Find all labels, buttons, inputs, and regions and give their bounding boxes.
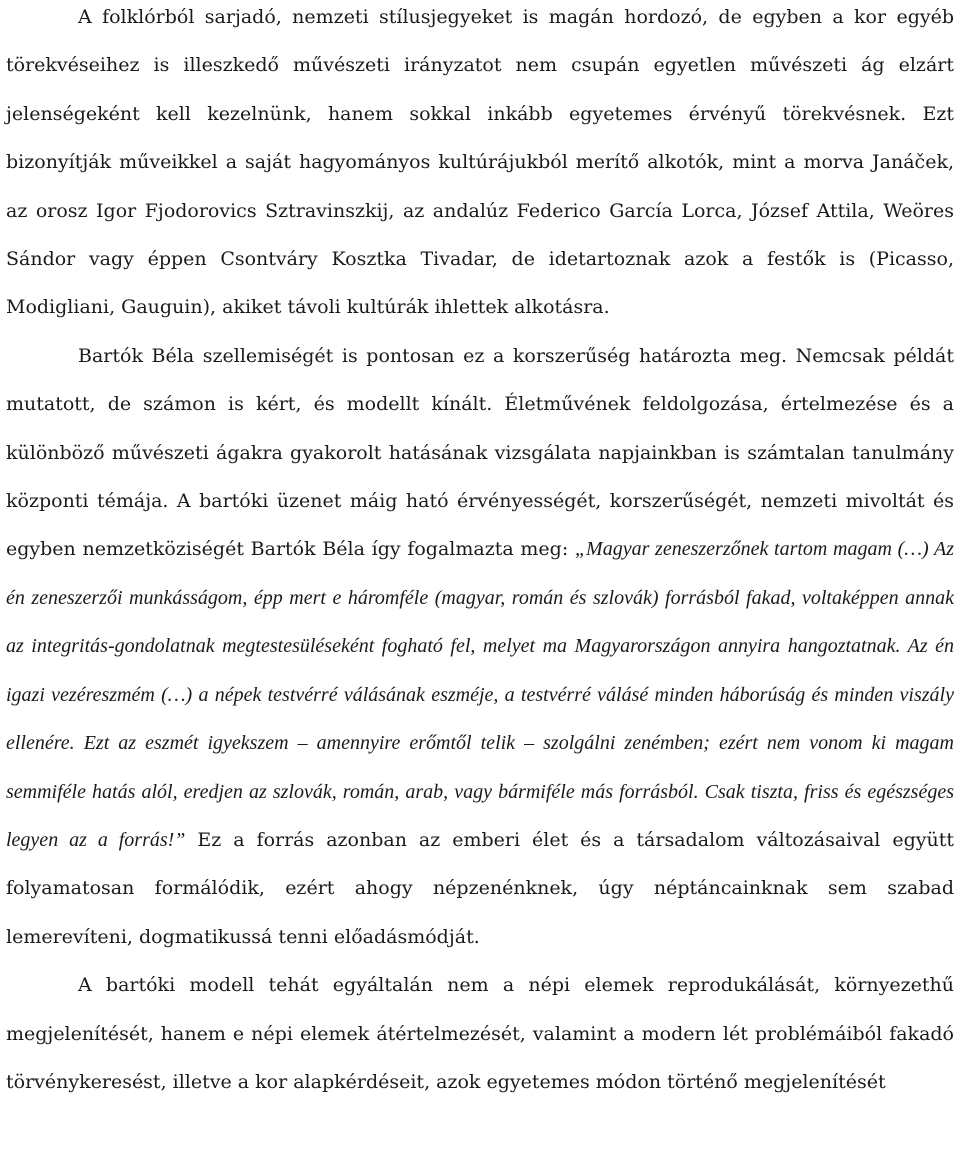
paragraph-bartok-spirit xyxy=(6,332,954,961)
bartok-quote: „Magyar zeneszerzőnek tartom magam (…) Az én zeneszerzői munkásságom, épp mert e háromféle (magyar, román és szlovák) forrásból fakad, voltaképpen annak az integritás-gondolatnak megtestesüléseként fogható fel, melyet ma Magyarországon annyira hangoztatnak. Az én igazi vezéreszmém (…) a népek testvérré válásának eszméje, a testvérré válásé minden háborúság és minden viszály ellenére. Ezt az eszmét igyekszem – amennyire erőmtől telik – szolgálni zenémben; ezért nem vonom ki magam semmiféle hatás alól, eredjen az szlovák, román, arab, vagy bármiféle más forrásból. Csak tiszta, friss és egészséges legyen az a forrás!” xyxy=(6,538,954,851)
paragraph-bartok-after-quote-text: Ez a forrás azonban az emberi élet és a társadalom változásaival együtt folyamatosan formálódik, ezért ahogy népzenénknek, úgy néptáncainknak sem szabad lemerevíteni, dogmatikussá tenni előadásmódját. xyxy=(6,828,954,948)
paragraph-bartok-intro-text: Bartók Béla szellemiségét is pontosan ez a korszerűség határozta meg. Nemcsak példát mutatott, de számon is kért, és modellt kínált. Életművének feldolgozása, értelmezése és a különböző művészeti ágakra gyakorolt hatásának vizsgálata napjainkban is számtalan tanulmány központi témája. A bartóki üzenet máig ható érvényességét, korszerűségét, nemzeti mivoltát és egyben nemzetköziségét Bartók Béla így fogalmazta meg: xyxy=(6,344,954,561)
paragraph-bartok-model: A bartóki modell tehát egyáltalán nem a népi elemek reprodukálását, környezethű megjelenítését, hanem e népi elemek átértelmezését, valamint a modern lét problémáiból fakadó törvénykeresést, illetve a kor alapkérdéseit, azok egyetemes módon történő megjelenítését xyxy=(6,974,954,1093)
paragraph-folklore-movement: A folklórból sarjadó, nemzeti stílusjegyeket is magán hordozó, de egyben a kor egyéb törekvéseihez is illeszkedő művészeti irányzatot nem csupán egyetlen művészeti ág elzárt jelenségeként kell kezelnünk, hanem sokkal inkább egyetemes érvényű törekvésnek. Ezt bizonyítják műveikkel a saját hagyományos kultúrájukból merítő alkotók, mint a morva Janáček, az orosz Igor Fjodorovics Sztravinszkij, az andalúz Federico García Lorca, József Attila, Weöres Sándor vagy éppen Csontváry Kosztka Tivadar, de idetartoznak azok a festők is (Picasso, Modigliani, Gauguin), akiket távoli kultúrák ihlettek alkotásra. xyxy=(6,6,954,319)
